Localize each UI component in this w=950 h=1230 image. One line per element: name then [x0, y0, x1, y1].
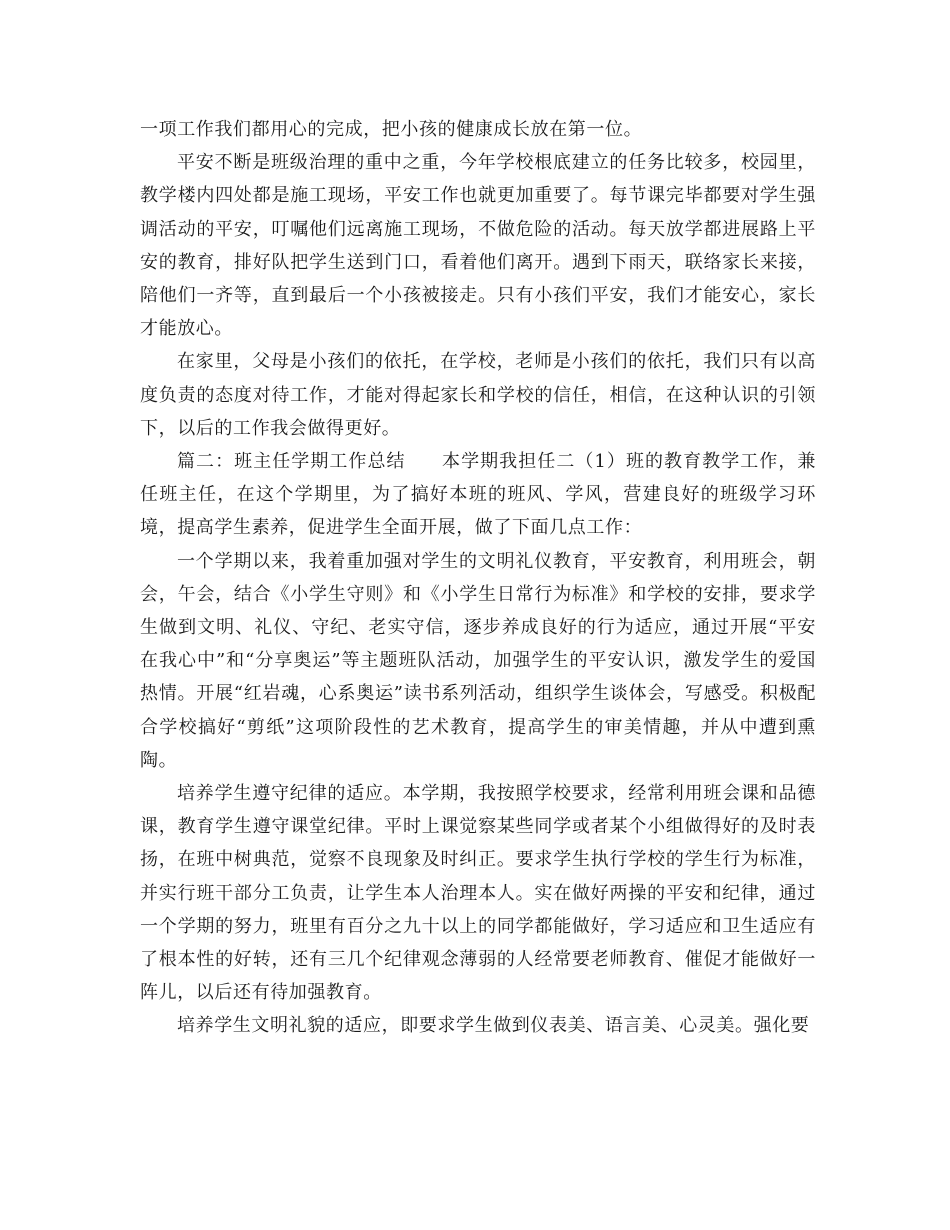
paragraph-6: 培养学生遵守纪律的适应。本学期，我按照学校要求，经常利用班会课和品德课，教育学生遵守课堂纪律。平时上课觉察某些同学或者某个小组做得好的及时表扬，在班中树典范，觉察不良现象及时纠正。要求学生执行学校的学生行为标准，并实行班干部分工负责，让学生本人治理本人。实在做好两操的平安和纪律，通过一个学期的努力，班里有百分之九十以上的同学都能做好，学习适应和卫生适应有了根本性的好转，还有三几个纪律观念薄弱的人经常要老师教育、催促才能做好一阵儿，以后还有待加强教育。: [140, 783, 816, 1004]
paragraph-3: 在家里，父母是小孩们的依托，在学校，老师是小孩们的依托，我们只有以高度负责的态度对待工作，才能对得起家长和学校的信任，相信，在这种认识的引领下，以后的工作我会做得更好。: [140, 351, 816, 439]
section-heading: 篇二：班主任学期工作总结: [177, 451, 406, 473]
paragraph-5: 一个学期以来，我着重加强对学生的文明礼仪教育，平安教育，利用班会，朝会，午会，结合《小学生守则》和《小学生日常行为标准》和学校的安排，要求学生做到文明、礼仪、守纪、老实守信，逐步养成良好的行为适应，通过开展“平安在我心中”和“分享奥运”等主题班队活动，加强学生的平安认识，激发学生的爱国热情。开展“红岩魂，心系奥运”读书系列活动，组织学生谈体会，写感受。积极配合学校搞好“剪纸”这项阶段性的艺术教育，提高学生的审美情趣，并从中遭到熏陶。: [140, 550, 816, 771]
paragraph-1: 一项工作我们都用心的完成，把小孩的健康成长放在第一位。: [140, 119, 643, 140]
paragraph-4: [140, 445, 816, 545]
paragraph-2: 平安不断是班级治理的重中之重，今年学校根底建立的任务比较多，校园里，教学楼内四处都是施工现场，平安工作也就更加重要了。每节课完毕都要对学生强调活动的平安，叮嘱他们远离施工现场，不做危险的活动。每天放学都进展路上平安的教育，排好队把学生送到门口，看着他们离开。遇到下雨天，联络家长来接，陪他们一齐等，直到最后一个小孩被接走。只有小孩们平安，我们才能安心，家长才能放心。: [140, 152, 816, 340]
paragraph-7: 培养学生文明礼貌的适应，即要求学生做到仪表美、语言美、心灵美。强化要: [177, 1015, 810, 1037]
paragraph-4-text: 本学期我担任二（1）班的教育教学工作，兼任班主任，在这个学期里，为了搞好本班的班风、学风，营建良好的班级学习环境，提高学生素养，促进学生全面开展，做了下面几点工作：: [140, 451, 816, 539]
document-body: [140, 113, 816, 1043]
